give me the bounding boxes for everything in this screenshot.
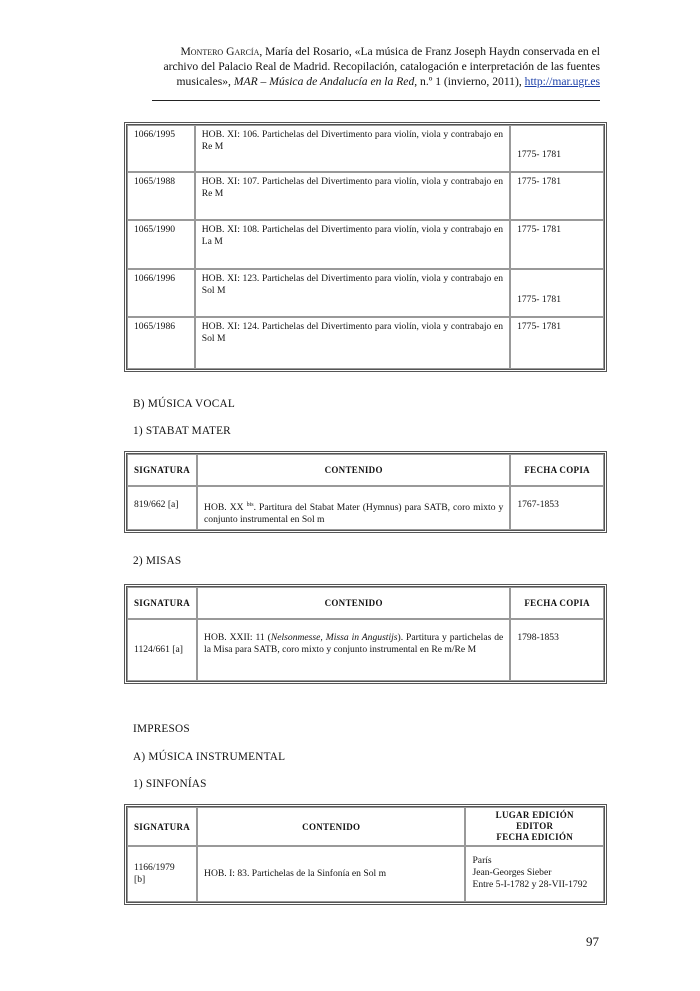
- table-row: [127, 172, 604, 220]
- fecha-cell: 1775- 1781: [510, 220, 604, 269]
- fecha-cell: 1775- 1781: [510, 172, 604, 220]
- header-contenido: CONTENIDO: [197, 454, 510, 486]
- fecha-cell: 1798-1853: [510, 619, 604, 681]
- contenido-cell: HOB. XI: 123. Partichelas del Divertimento para violín, viola y contrabajo en Sol M: [195, 269, 510, 317]
- fecha-cell: 1775- 1781: [510, 269, 604, 317]
- author-name: Montero García: [180, 45, 260, 58]
- contenido-cell: HOB. XI: 108. Partichelas del Divertimento para violín, viola y contrabajo en La M: [195, 220, 510, 269]
- table-header-row: [127, 807, 604, 846]
- misas-table: [124, 584, 607, 684]
- contenido-cell: HOB. XI: 107. Partichelas del Divertimento para violín, viola y contrabajo en Re M: [195, 172, 510, 220]
- journal-link[interactable]: http://mar.ugr.es: [524, 75, 600, 88]
- contenido-cell: HOB. XXII: 11 (Nelsonmesse, Missa in Angustijs). Partitura y partichelas de la Misa para SATB, coro mixto y conjunto instrumental en Re m/Re M: [197, 619, 510, 681]
- contenido-cell: HOB. XX $^{bis}$. Partitura del Stabat Mater (Hymnus) para SATB, coro mixto y conjunto instrumental en Sol m: [197, 486, 510, 530]
- table-row: [127, 619, 604, 681]
- section-impresos: IMPRESOS: [133, 723, 190, 735]
- fecha-cell: 1775- 1781: [510, 317, 604, 369]
- stabat-mater-table: [124, 451, 607, 533]
- header-lugar-edicion: LUGAR EDICIÓN EDITOR FECHA EDICIÓN: [465, 807, 604, 846]
- fecha-cell: 1767-1853: [510, 486, 604, 530]
- contenido-cell: HOB. XI: 106. Partichelas del Divertimento para violín, viola y contrabajo en Re M: [195, 125, 510, 172]
- running-header: [150, 44, 600, 89]
- table-row: [127, 317, 604, 369]
- citation-issue: , n.º 1 (invierno, 2011),: [414, 75, 525, 88]
- header-signatura: SIGNATURA: [127, 807, 197, 846]
- header-signatura: SIGNATURA: [127, 454, 197, 486]
- journal-title: MAR – Música de Andalucía en la Red: [233, 75, 415, 88]
- section-musica-vocal: B) MÚSICA VOCAL: [133, 398, 235, 410]
- table-row: [127, 220, 604, 269]
- contenido-cell: HOB. XI: 124. Partichelas del Divertimento para violín, viola y contrabajo en Sol M: [195, 317, 510, 369]
- header-contenido: CONTENIDO: [197, 807, 465, 846]
- header-contenido: CONTENIDO: [197, 587, 510, 619]
- fecha-cell: 1775- 1781: [510, 125, 604, 172]
- table-row: [127, 486, 604, 530]
- signatura-cell: 1066/1996: [127, 269, 195, 317]
- section-stabat-mater: 1) STABAT MATER: [133, 425, 231, 437]
- section-sinfonias: 1) SINFONÍAS: [133, 778, 207, 790]
- table-row: [127, 269, 604, 317]
- header-rule: [152, 100, 600, 101]
- table-header-row: [127, 587, 604, 619]
- signatura-cell: 1124/661 [a]: [127, 619, 197, 681]
- signatura-cell: 819/662 [a]: [127, 486, 197, 530]
- contenido-cell: HOB. I: 83. Partichelas de la Sinfonía en Sol m: [197, 846, 465, 902]
- signatura-cell: 1065/1990: [127, 220, 195, 269]
- lugar-edicion-cell: París Jean-Georges Sieber Entre 5-I-1782 y 28-VII-1792: [465, 846, 604, 902]
- section-misas: 2) MISAS: [133, 555, 182, 567]
- page-number: 97: [586, 934, 599, 949]
- sinfonias-table: [124, 804, 607, 905]
- divertimento-table: [124, 122, 607, 372]
- signatura-cell: 1065/1986: [127, 317, 195, 369]
- signatura-cell: 1065/1988: [127, 172, 195, 220]
- section-musica-instrumental: A) MÚSICA INSTRUMENTAL: [133, 751, 286, 763]
- header-fecha-copia: FECHA COPIA: [510, 587, 604, 619]
- table-row: [127, 125, 604, 172]
- table-header-row: [127, 454, 604, 486]
- header-signatura: SIGNATURA: [127, 587, 197, 619]
- header-fecha-copia: FECHA COPIA: [510, 454, 604, 486]
- table-row: [127, 846, 604, 902]
- citation-text: , María del Rosario, «La música de Franz Joseph Haydn conservada en el archivo del Palacio Real de Madrid. Recopilación, catalogación e interpretación de las fuentes musicales»,: [163, 45, 600, 88]
- signatura-cell: 1066/1995: [127, 125, 195, 172]
- signatura-cell: 1166/1979 [b]: [127, 846, 197, 902]
